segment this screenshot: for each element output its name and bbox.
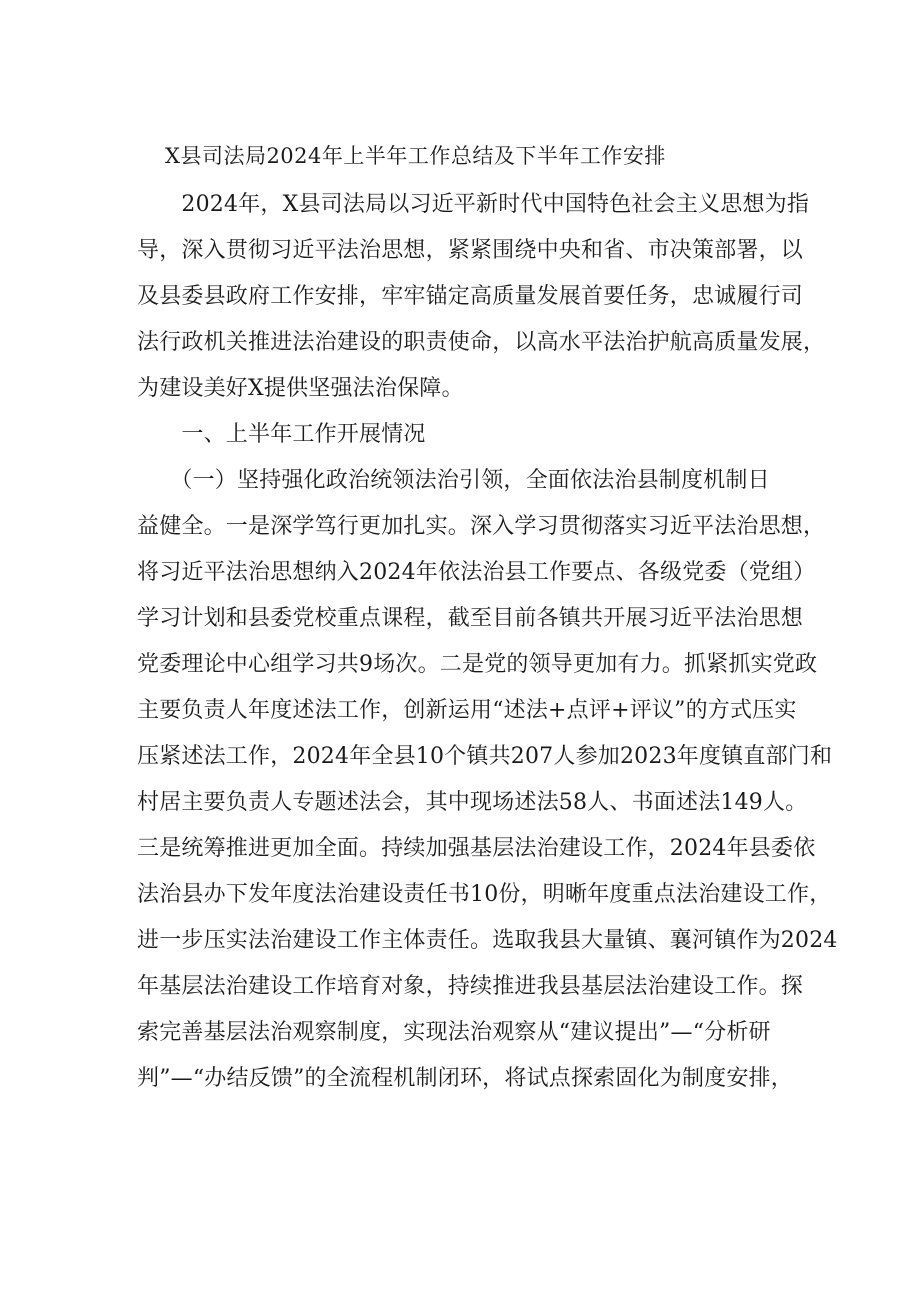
text-line: 索完善基层法治观察制度，实现法治观察从“建议提出”—“分析研 <box>137 1020 771 1045</box>
text-line: 2024年，X县司法局以习近平新时代中国特色社会主义思想为指 <box>137 192 810 217</box>
text-line: 三是统筹推进更加全面。持续加强基层法治建设工作，2024年县委依 <box>137 836 816 861</box>
text-line: 为建设美好X提供坚强法治保障。 <box>137 376 464 401</box>
document-title: X县司法局2024年上半年工作总结及下半年工作安排 <box>165 144 666 168</box>
text-line: 党委理论中心组学习共9场次。二是党的领导更加有力。抓紧抓实党政 <box>137 652 818 677</box>
text-line: 年基层法治建设工作培育对象，持续推进我县基层法治建设工作。探 <box>137 974 804 999</box>
text-line: 村居主要负责人专题述法会，其中现场述法58人、书面述法149人。 <box>137 790 808 815</box>
text-line: 判”—“办结反馈”的全流程机制闭环，将试点探索固化为制度安排， <box>137 1066 793 1091</box>
text-line: 导，深入贯彻习近平法治思想，紧紧围绕中央和省、市决策部署，以 <box>137 238 804 263</box>
section-heading: 一、上半年工作开展情况 <box>137 422 426 447</box>
text-line: 法行政机关推进法治建设的职责使命，以高水平法治护航高质量发展， <box>137 330 826 355</box>
text-line: 益健全。一是深学笃行更加扎实。深入学习贯彻落实习近平法治思想， <box>137 514 826 539</box>
text-line: 压紧述法工作，2024年全县10个镇共207人参加2023年度镇直部门和 <box>137 744 833 769</box>
text-line: （一）坚持强化政治统领法治引领，全面依法治县制度机制日 <box>137 468 770 493</box>
text-line: 法治县办下发年度法治建设责任书10份，明晰年度重点法治建设工作， <box>137 882 832 907</box>
text-line: 主要负责人年度述法工作，创新运用“述法+点评+评议”的方式压实 <box>137 698 797 723</box>
text-line: 进一步压实法治建设工作主体责任。选取我县大量镇、襄河镇作为2024 <box>137 928 838 953</box>
text-line: 学习计划和县委党校重点课程，截至目前各镇共开展习近平法治思想 <box>137 606 804 631</box>
text-line: 及县委县政府工作安排，牢牢锚定高质量发展首要任务，忠诚履行司 <box>137 284 804 309</box>
text-line: 将习近平法治思想纳入2024年依法治县工作要点、各级党委（党组） <box>137 560 816 585</box>
